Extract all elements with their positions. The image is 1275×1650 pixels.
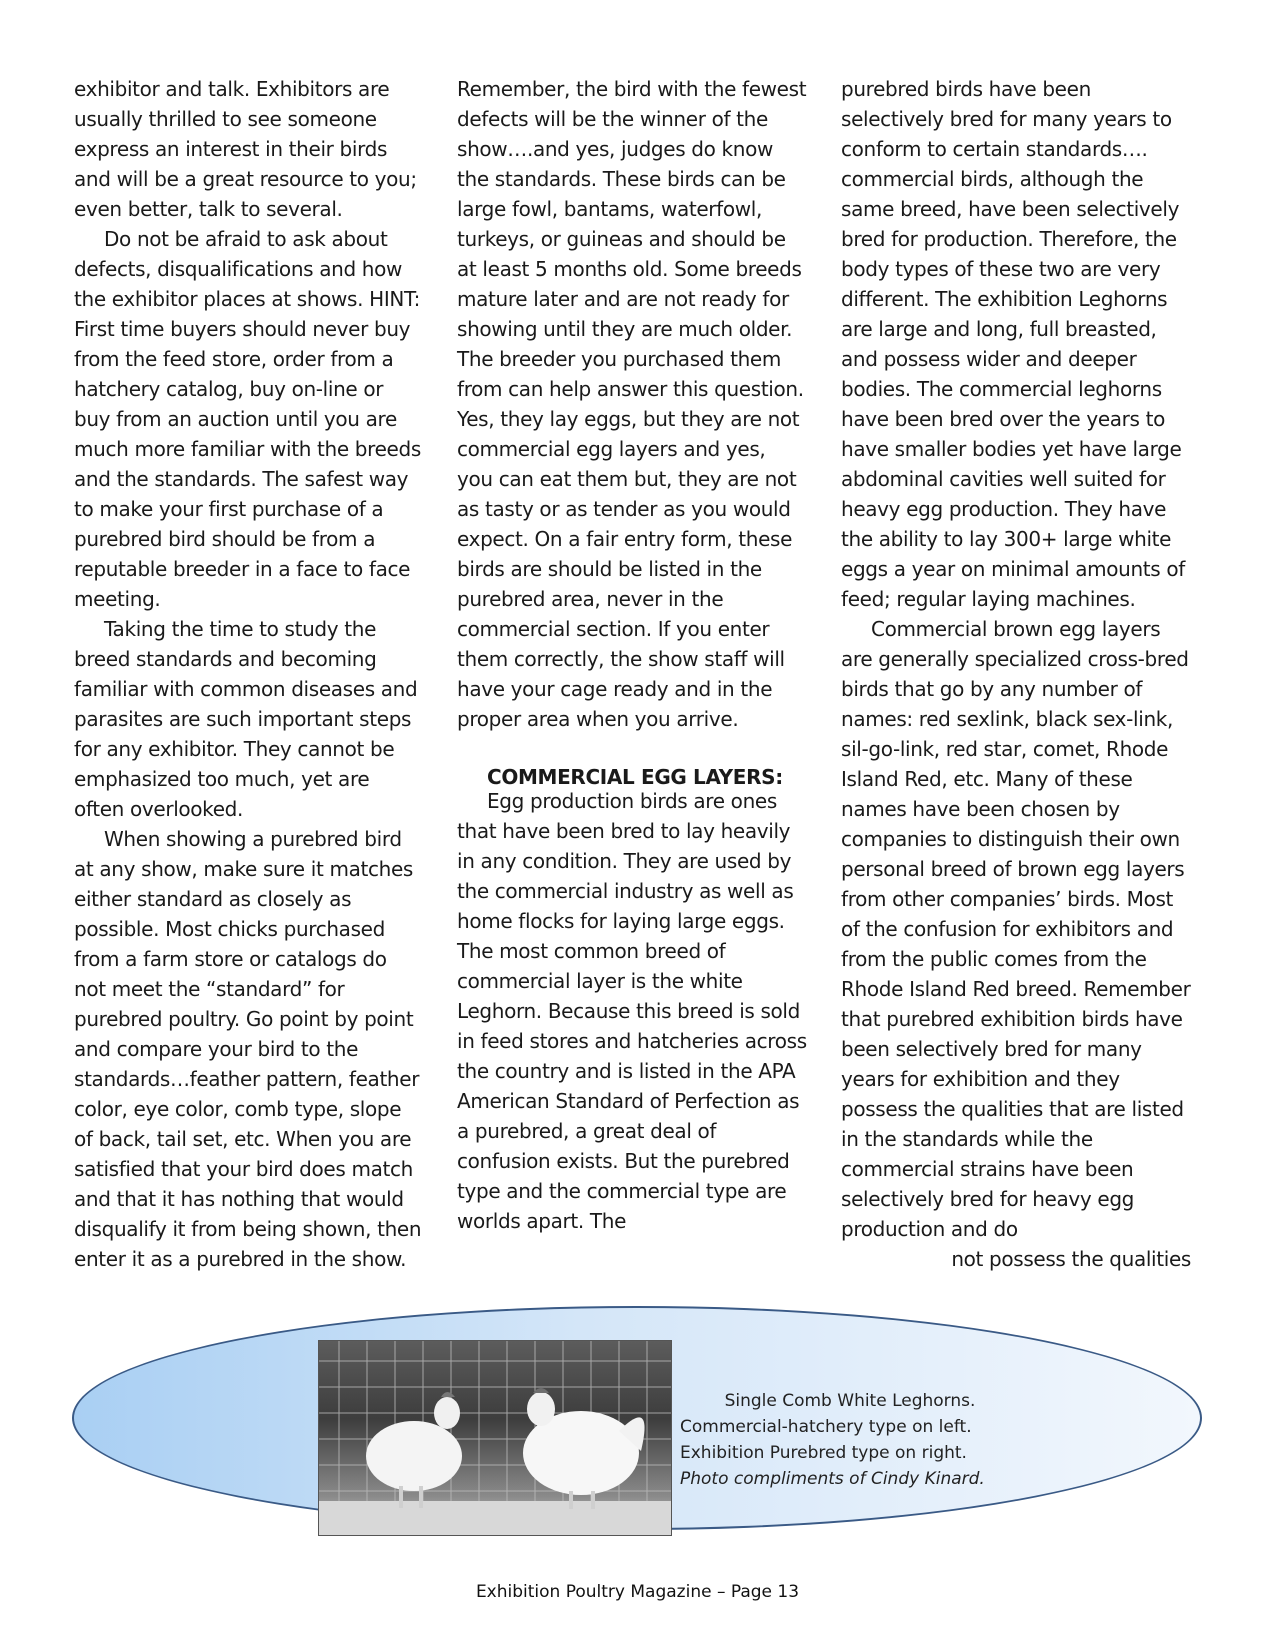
paragraph: Remember, the bird with the fewest defects will be the winner of the show….and yes, judges do know the standards. These birds can be large fowl, bantams, waterfowl, turkeys, or guineas and should be at least 5 months old. Some breeds mature later and are not ready for showing until they are much older. The breeder you purchased them from can help answer this question. Yes, they lay eggs, but they are not commercial egg layers and yes, you can eat them but, they are not as tasty or as tender as you would expect. On a fair entry form, these birds are should be listed in the purebred area, never in the commercial section. If you enter them correctly, the show staff will have your cage ready and in the proper area when you arrive.: [457, 77, 807, 731]
paragraph-continuation: not possess the qualities: [951, 1247, 1191, 1271]
section-heading: COMMERCIAL EGG LAYERS:: [487, 765, 783, 789]
paragraph: When showing a purebred bird at any show, make sure it matches either standard as closely as possible. Most chicks purchased from a farm store or catalogs do not meet the “standard” for purebred poultry. Go point by point and compare your bird to the standards…feather pattern, feather color, eye color, comb type, slope of back, tail set, etc. When you are satisfied that your bird does match and that it has nothing that would disqualify it from being shown, then enter it as a purebred in the show.: [74, 827, 422, 1271]
column-2: [457, 74, 807, 1236]
column-1: [74, 74, 424, 1274]
page-footer: Exhibition Poultry Magazine – Page 13: [475, 1582, 800, 1602]
photo-caption: [680, 1388, 1020, 1492]
caption-line: Exhibition Purebred type on right.: [680, 1443, 967, 1463]
paragraph: exhibitor and talk. Exhibitors are usually thrilled to see someone express an interest in their birds and will be a great resource to you; even better, talk to several.: [74, 77, 417, 221]
paragraph: Commercial brown egg layers are generally specialized cross-bred birds that go by any number of names: red sexlink, black sex-link, sil-go-link, red star, comet, Rhode Island Red, etc. Many of these names have been chosen by companies to distinguish their own personal breed of brown egg layers from other companies’ birds. Most of the confusion for exhibitors and from the public comes from the Rhode Island Red breed. Remember that purebred exhibition birds have been selectively bred for many years for exhibition and they possess the qualities that are listed in the standards while the commercial strains have been selectively bred for heavy egg production and do: [841, 617, 1191, 1241]
paragraph: Do not be afraid to ask about defects, disqualifications and how the exhibitor places at shows. HINT: First time buyers should never buy from the feed store, order from a hatchery catalog, buy on-line or buy from an auction until you are much more familiar with the breeds and the standards. The safest way to make your first purchase of a purebred bird should be from a reputable breeder in a face to face meeting.: [74, 227, 421, 611]
column-3: [841, 74, 1191, 1274]
caption-line: Single Comb White Leghorns.: [724, 1391, 976, 1411]
leghorn-photo: [318, 1340, 672, 1536]
photo-credit: Photo compliments of Cindy Kinard.: [680, 1469, 985, 1489]
paragraph: purebred birds have been selectively bred for many years to conform to certain standards…. commercial birds, although the same breed, have been selectively bred for production. Therefore, the body types of these two are very different. The exhibition Leghorns are large and long, full breasted, and possess wider and deeper bodies. The commercial leghorns have been bred over the years to have smaller bodies yet have large abdominal cavities well suited for heavy egg production. They have the ability to lay 300+ large white eggs a year on minimal amounts of feed; regular laying machines.: [841, 77, 1185, 611]
paragraph: Egg production birds are ones that have been bred to lay heavily in any condition. They are used by the commercial industry as well as home flocks for laying large eggs. The most common breed of commercial layer is the white Leghorn. Because this breed is sold in feed stores and hatcheries across the country and is listed in the APA American Standard of Perfection as a purebred, a great deal of confusion exists. But the purebred type and the commercial type are worlds apart. The: [457, 789, 807, 1233]
caption-line: Commercial-hatchery type on left.: [680, 1417, 972, 1437]
paragraph: Taking the time to study the breed standards and becoming familiar with common diseases and parasites are such important steps for any exhibitor. They cannot be emphasized too much, yet are often overlooked.: [74, 617, 418, 821]
